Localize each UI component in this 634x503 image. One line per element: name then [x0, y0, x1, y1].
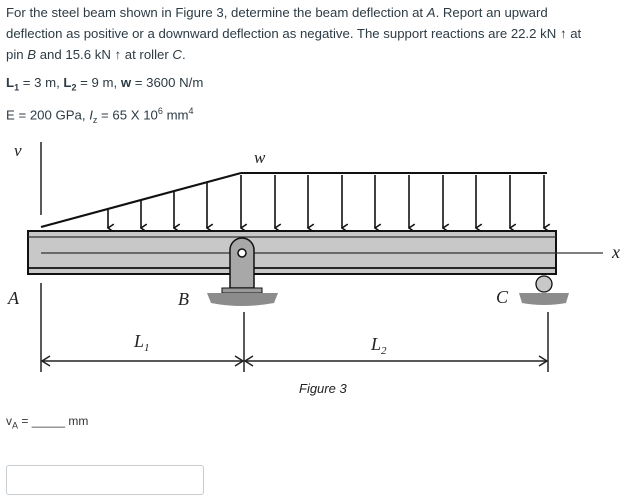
i-unit: mm — [162, 107, 189, 123]
question-line-1 — [6, 2, 632, 23]
va-blank-unit: = _____ mm — [18, 414, 89, 428]
v-axis-label: v — [14, 141, 22, 160]
va-symbol: v — [6, 414, 12, 428]
text: at — [566, 26, 582, 41]
text: pin — [6, 47, 28, 62]
l2-value: = 9 m, — [76, 75, 121, 90]
point-b-label: B — [178, 289, 189, 309]
point-c-ref: C — [172, 47, 182, 62]
roller-support-c — [519, 276, 569, 305]
x-axis-label: x — [612, 242, 620, 262]
point-c-label: C — [496, 287, 509, 307]
load-w-label: w — [254, 148, 266, 167]
length-load-params — [6, 75, 203, 93]
i-unit-exponent: 4 — [188, 106, 194, 116]
answer-input[interactable] — [6, 465, 204, 495]
w-symbol: w — [120, 75, 132, 90]
l2-symbol: L — [63, 75, 72, 90]
l1-value: = 3 m, — [19, 75, 64, 90]
l1-subscript: 1 — [14, 82, 20, 93]
l1-symbol: L — [6, 75, 15, 90]
text: . — [181, 47, 186, 62]
i-symbol: I — [89, 107, 93, 123]
point-a-label: A — [8, 288, 19, 308]
i-exponent: 6 — [157, 106, 163, 116]
question-line-3 — [6, 44, 632, 65]
text: . Report an upward — [435, 5, 548, 20]
answer-label — [6, 414, 88, 430]
material-params — [6, 106, 194, 125]
up-arrow-icon: ↑ — [114, 47, 122, 62]
point-a-ref: A — [426, 5, 436, 20]
figure-caption: Figure 3 — [299, 381, 347, 396]
question-text — [6, 2, 632, 65]
text: and 15.6 kN — [36, 47, 115, 62]
v-axis — [14, 141, 41, 310]
text: at roller — [121, 47, 173, 62]
distributed-load — [41, 173, 547, 228]
i-value: = 65 X 10 — [97, 107, 158, 123]
e-value: E = 200 GPa, — [6, 107, 90, 123]
up-arrow-icon: ↑ — [559, 26, 567, 41]
w-value: = 3600 N/m — [131, 75, 204, 90]
va-subscript: A — [12, 420, 19, 431]
beam-figure — [0, 130, 634, 410]
l2-dimension-label: $L_2$ — [371, 334, 387, 357]
l1-dimension-label: $L_1$ — [134, 331, 150, 354]
text: For the steel beam shown in Figure 3, determine the beam deflection at — [6, 5, 427, 20]
i-subscript: z — [92, 115, 98, 126]
beam — [28, 231, 603, 274]
text: deflection as positive or a downward deflection as negative. The support reactions are 22.2 kN — [6, 26, 560, 41]
point-b-ref: B — [27, 47, 37, 62]
question-line-2 — [6, 23, 632, 44]
l2-subscript: 2 — [71, 82, 77, 93]
dimension-lines — [41, 310, 548, 372]
